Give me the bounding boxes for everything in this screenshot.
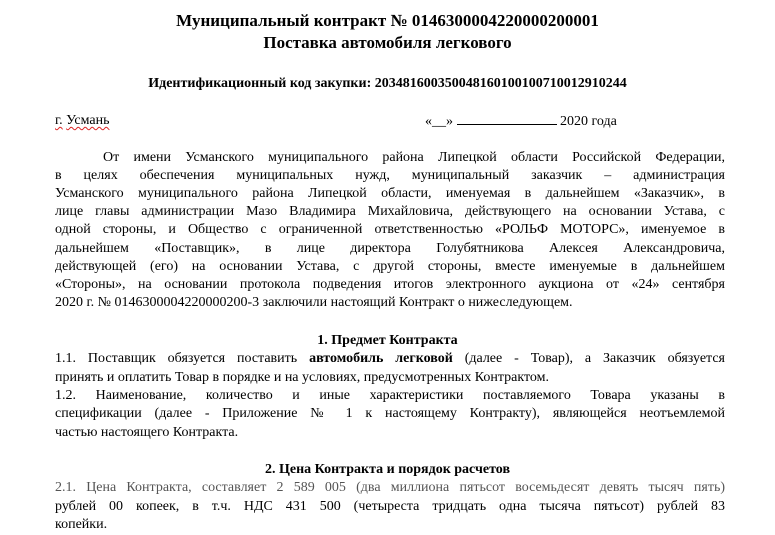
clause-1-2-line-3: частью настоящего Контракта. [55,425,239,440]
preamble-line-7: действующей (его) на основании Устава, с другой стороны, вместе именуемые в дальнейшем [55,259,725,274]
contract-date [425,113,617,130]
preamble-line-5: одной стороны, и Общество с ограниченной ответственностью «РОЛЬФ МОТОРС», именуемое в [55,222,725,237]
date-month-blank [457,113,557,125]
date-year: 2020 года [560,114,617,129]
clause-1-2-line-1: 1.2. Наименование, количество и иные характеристики поставляемого Товара указаны в [55,388,725,403]
preamble-line-4: лице главы администрации Мазо Владимира Михайловича, действующего на основании Устава, с [55,204,725,219]
city-prefix: г. [55,113,63,128]
clause-2-1-line-1: 2.1. Цена Контракта, составляет 2 589 005 (два миллиона пятьсот восемьдесят девять тысяч пять) [55,480,725,495]
preamble-line-6: дальнейшем «Поставщик», в лице директора Голубятникова Алексея Александровича, [55,241,725,256]
section-2-heading: 2. Цена Контракта и порядок расчетов [264,462,510,477]
procurement-id [0,76,775,92]
section-1-heading: 1. Предмет Контракта [317,333,458,348]
city-name: Усмань [66,113,110,128]
contract-subtitle: Поставка автомобиля легкового [263,33,512,52]
procurement-id-label: Идентификационный код закупки: [148,76,372,91]
clause-1-1-line-1 [55,351,725,367]
date-day: «__» [425,114,453,129]
preamble-line-3: Усманского муниципального района Липецкой области, именуемая в дальнейшем «Заказчик», в [55,186,725,201]
clause-1-1-text-a: 1.1. Поставщик обязуется поставить [55,351,298,366]
clause-1-1-text-c: (далее - Товар), а Заказчик обязуется [464,351,725,366]
preamble-line-9: 2020 г. № 0146300004220000200-3 заключили настоящий Контракт о нижеследующем. [55,295,573,310]
clause-2-1-line-2: рублей 00 копеек, в т.ч. НДС 431 500 (четыреста тридцать одна тысяча пятьсот) рублей 83 [55,499,725,514]
contract-city [55,113,109,129]
clause-1-1-product: автомобиль легковой [309,351,453,366]
clause-1-2-line-2: спецификации (далее - Приложение № 1 к настоящему Контракту), являющейся неотъемлемой [55,406,725,421]
preamble-line-2: в целях обеспечения муниципальных нужд, муниципальный заказчик – администрация [55,168,725,183]
clause-1-1-line-2: принять и оплатить Товар в порядке и на условиях, предусмотренных Контрактом. [55,370,549,385]
contract-title: Муниципальный контракт № 0146300004220000200001 [176,11,599,30]
preamble-line-1: От имени Усманского муниципального района Липецкой области Российской Федерации, [103,150,725,165]
clause-2-1-line-3: копейки. [55,517,108,532]
preamble-line-8: «Стороны», на основании протокола подведения итогов электронного аукциона от «24» сентября [55,277,725,292]
procurement-id-value: 203481600350048160100100710012910244 [374,76,627,91]
